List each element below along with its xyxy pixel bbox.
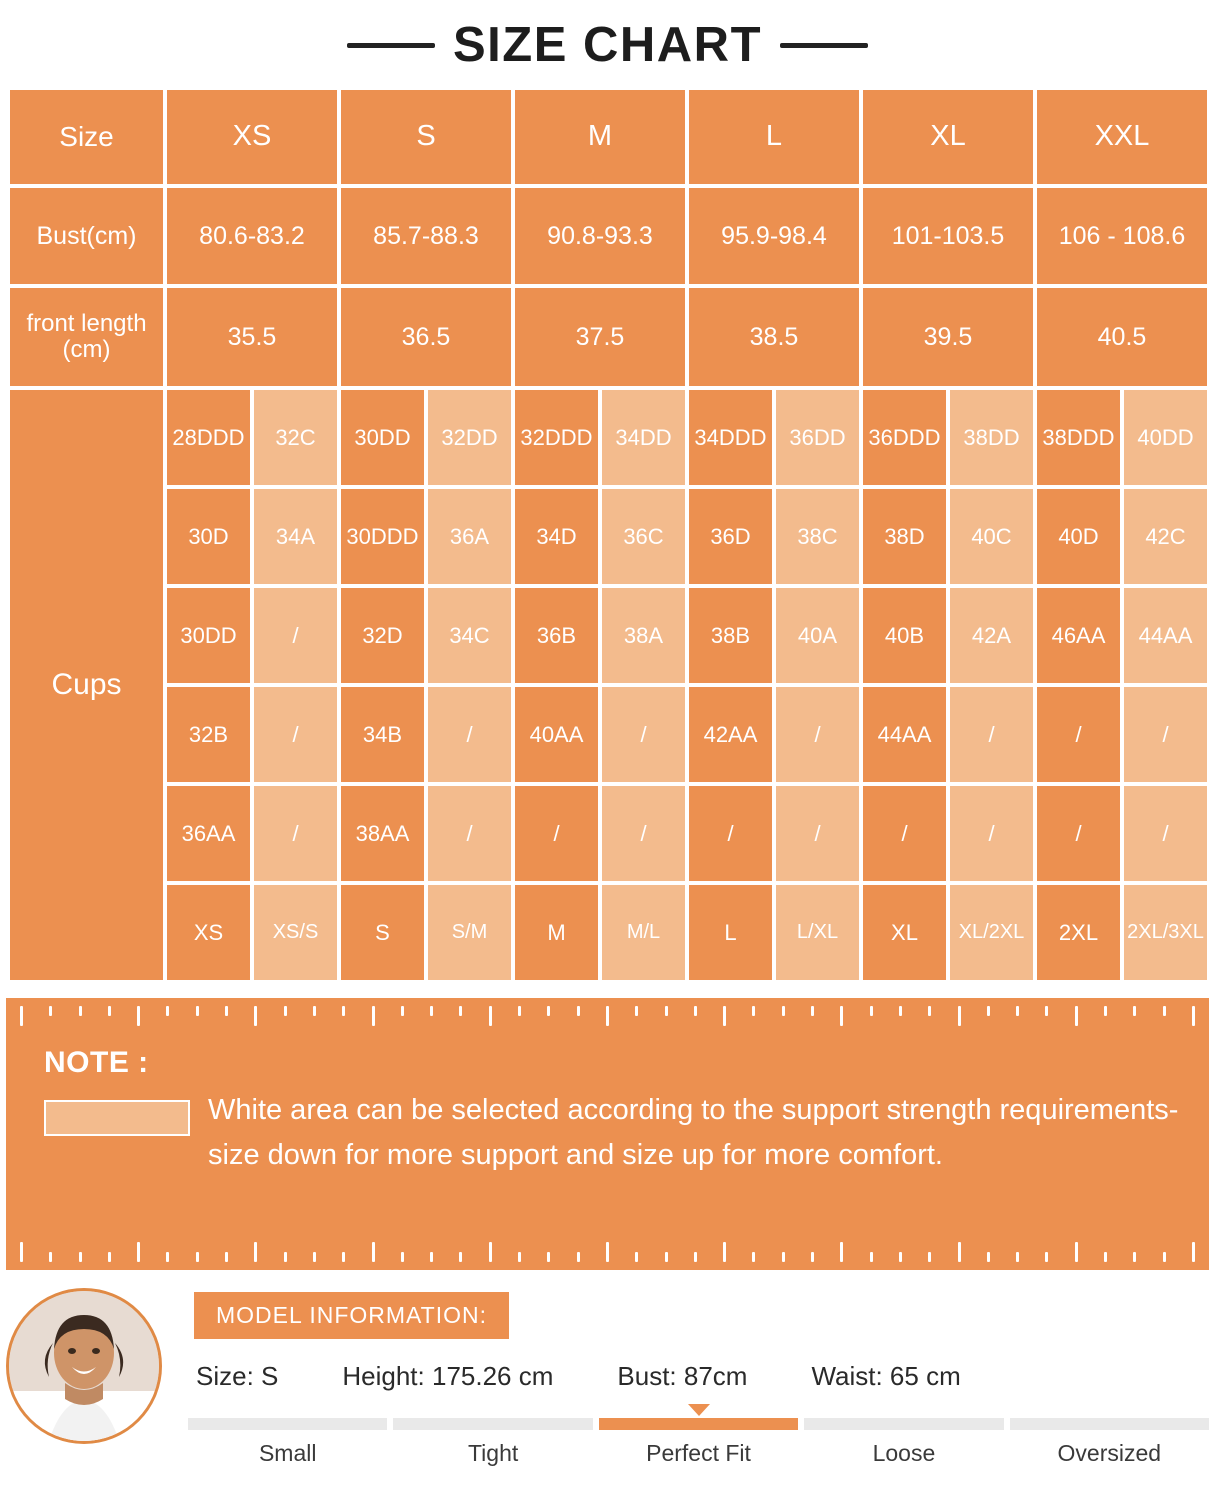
- fit-option-perfect-fit[interactable]: [599, 1418, 798, 1467]
- row-label-front-length-line2: (cm): [62, 336, 111, 363]
- header-size-l: L: [687, 88, 861, 186]
- cup-cell: 34D: [513, 487, 600, 586]
- cup-cell: 38B: [687, 586, 774, 685]
- header-size-xxl: XXL: [1035, 88, 1209, 186]
- title-dash-right: [780, 43, 868, 48]
- fit-label: Loose: [872, 1440, 936, 1466]
- cup-cell: 34B: [339, 685, 426, 784]
- cup-cell: /: [1122, 784, 1209, 883]
- cup-cell: /: [252, 685, 339, 784]
- fit-option-small[interactable]: [188, 1418, 387, 1467]
- cup-cell: /: [600, 685, 687, 784]
- cup-cell: 32B: [165, 685, 252, 784]
- fit-bar: [804, 1418, 1003, 1430]
- model-stat-waist: Waist: 65 cm: [811, 1361, 961, 1391]
- cup-size-cell: L/XL: [774, 883, 861, 982]
- cup-size-cell: M/L: [600, 883, 687, 982]
- fit-label: Perfect Fit: [646, 1440, 751, 1466]
- page-title: [0, 0, 1215, 86]
- cup-size-cell: XL: [861, 883, 948, 982]
- cup-cell: 36DD: [774, 388, 861, 487]
- model-stat-size: Size: S: [196, 1361, 279, 1391]
- front-length-xs: 35.5: [165, 286, 339, 388]
- size-chart-table: [6, 86, 1209, 984]
- table-row-bust: [8, 186, 1207, 286]
- cup-cell: 44AA: [1122, 586, 1209, 685]
- ruler-ticks-bottom: [20, 1240, 1195, 1262]
- cup-cell: 30DD: [339, 388, 426, 487]
- cup-cell: /: [1122, 685, 1209, 784]
- fit-label: Tight: [467, 1440, 519, 1466]
- bust-s: 85.7-88.3: [339, 186, 513, 286]
- cup-cell: 38DDD: [1035, 388, 1122, 487]
- white-area-swatch: [44, 1100, 190, 1136]
- cup-cell: 30D: [165, 487, 252, 586]
- cup-cell: 32DDD: [513, 388, 600, 487]
- cup-cell: 40B: [861, 586, 948, 685]
- note-text: White area can be selected according to the support strength requirements-size down for more support and size up for more comfort.: [208, 1094, 1179, 1171]
- bust-xl: 101-103.5: [861, 186, 1035, 286]
- cup-cell: /: [1035, 685, 1122, 784]
- cup-cell: 28DDD: [165, 388, 252, 487]
- cup-size-cell: 2XL/3XL: [1122, 883, 1209, 982]
- cup-cell: /: [426, 685, 513, 784]
- cup-size-cell: L: [687, 883, 774, 982]
- fit-option-tight[interactable]: [393, 1418, 592, 1467]
- cup-cell: /: [948, 685, 1035, 784]
- header-size-xl: XL: [861, 88, 1035, 186]
- fit-label: Small: [258, 1440, 317, 1466]
- cup-cell: /: [600, 784, 687, 883]
- cup-size-cell: XS: [165, 883, 252, 982]
- fit-bar: [188, 1418, 387, 1430]
- fit-label: Oversized: [1057, 1440, 1162, 1466]
- cup-size-cell: M: [513, 883, 600, 982]
- cup-cell: /: [252, 784, 339, 883]
- cups-grid: [165, 388, 1209, 982]
- model-information-section: [6, 1288, 1209, 1467]
- cup-size-cell: S: [339, 883, 426, 982]
- cups-row-4: [165, 685, 1209, 784]
- title-text: SIZE CHART: [453, 18, 762, 72]
- cup-cell: 46AA: [1035, 586, 1122, 685]
- cup-cell: 38AA: [339, 784, 426, 883]
- cup-cell: 42A: [948, 586, 1035, 685]
- note-title: NOTE :: [44, 1046, 149, 1079]
- model-stat-height: Height: 175.26 cm: [342, 1361, 554, 1391]
- cup-cell: /: [426, 784, 513, 883]
- cup-cell: 42C: [1122, 487, 1209, 586]
- cup-cell: /: [948, 784, 1035, 883]
- model-stat-bust: Bust: 87cm: [617, 1361, 748, 1391]
- cup-cell: 34C: [426, 586, 513, 685]
- cups-row-5: [165, 784, 1209, 883]
- cup-cell: 36C: [600, 487, 687, 586]
- cup-size-cell: XS/S: [252, 883, 339, 982]
- front-length-xxl: 40.5: [1035, 286, 1209, 388]
- model-details: [188, 1288, 1209, 1467]
- model-stats: [196, 1361, 1209, 1392]
- cup-cell: 38DD: [948, 388, 1035, 487]
- cups-row-2: [165, 487, 1209, 586]
- row-label-front-length-line1: front length: [26, 309, 147, 337]
- model-information-badge: MODEL INFORMATION:: [194, 1292, 509, 1339]
- cup-cell: /: [687, 784, 774, 883]
- cup-cell: /: [861, 784, 948, 883]
- cup-cell: /: [774, 784, 861, 883]
- cup-cell: 40A: [774, 586, 861, 685]
- row-label-bust: Bust(cm): [8, 186, 165, 286]
- cup-cell: 38D: [861, 487, 948, 586]
- table-row-front-length: [8, 286, 1207, 388]
- header-size-m: M: [513, 88, 687, 186]
- front-length-xl: 39.5: [861, 286, 1035, 388]
- bust-xs: 80.6-83.2: [165, 186, 339, 286]
- cup-cell: 36DDD: [861, 388, 948, 487]
- header-size-s: S: [339, 88, 513, 186]
- cup-cell: 38A: [600, 586, 687, 685]
- fit-indicator-arrow-icon: [688, 1404, 710, 1416]
- note-body: [36, 1088, 1179, 1178]
- cup-cell: /: [1035, 784, 1122, 883]
- row-label-front-length: [8, 286, 165, 388]
- row-label-size: Size: [8, 88, 165, 186]
- front-length-s: 36.5: [339, 286, 513, 388]
- front-length-m: 37.5: [513, 286, 687, 388]
- cup-cell: 30DD: [165, 586, 252, 685]
- cup-cell: /: [513, 784, 600, 883]
- fit-bar: [393, 1418, 592, 1430]
- cup-cell: 42AA: [687, 685, 774, 784]
- cup-cell: 32DD: [426, 388, 513, 487]
- bust-l: 95.9-98.4: [687, 186, 861, 286]
- cup-cell: 30DDD: [339, 487, 426, 586]
- cup-cell: 40D: [1035, 487, 1122, 586]
- cup-cell: 44AA: [861, 685, 948, 784]
- cups-row-3: [165, 586, 1209, 685]
- front-length-l: 38.5: [687, 286, 861, 388]
- cup-size-cell: 2XL: [1035, 883, 1122, 982]
- cups-row-1: [165, 388, 1209, 487]
- fit-bar: [599, 1418, 798, 1430]
- cup-cell: 40C: [948, 487, 1035, 586]
- cups-row-6: [165, 883, 1209, 982]
- table-row-size: [8, 88, 1207, 186]
- cup-cell: /: [252, 586, 339, 685]
- fit-bar: [1010, 1418, 1209, 1430]
- cup-cell: 34A: [252, 487, 339, 586]
- ruler-ticks-top: [20, 1006, 1195, 1028]
- cup-cell: 36D: [687, 487, 774, 586]
- cup-cell: 32C: [252, 388, 339, 487]
- fit-scale: [188, 1418, 1209, 1467]
- fit-option-oversized[interactable]: [1010, 1418, 1209, 1467]
- fit-option-loose[interactable]: [804, 1418, 1003, 1467]
- avatar: [6, 1288, 162, 1444]
- header-size-xs: XS: [165, 88, 339, 186]
- cup-cell: 36B: [513, 586, 600, 685]
- table-row-cups: [8, 388, 1207, 982]
- row-label-cups: Cups: [8, 388, 165, 982]
- note-box: [6, 998, 1209, 1270]
- cup-cell: 40DD: [1122, 388, 1209, 487]
- bust-m: 90.8-93.3: [513, 186, 687, 286]
- cup-cell: 36AA: [165, 784, 252, 883]
- title-dash-left: [347, 43, 435, 48]
- cup-size-cell: XL/2XL: [948, 883, 1035, 982]
- cup-cell: 32D: [339, 586, 426, 685]
- cup-cell: /: [774, 685, 861, 784]
- model-portrait-icon: [9, 1291, 159, 1441]
- cup-cell: 36A: [426, 487, 513, 586]
- cup-cell: 40AA: [513, 685, 600, 784]
- cup-cell: 34DD: [600, 388, 687, 487]
- cup-size-cell: S/M: [426, 883, 513, 982]
- cup-cell: 34DDD: [687, 388, 774, 487]
- bust-xxl: 106 - 108.6: [1035, 186, 1209, 286]
- cup-cell: 38C: [774, 487, 861, 586]
